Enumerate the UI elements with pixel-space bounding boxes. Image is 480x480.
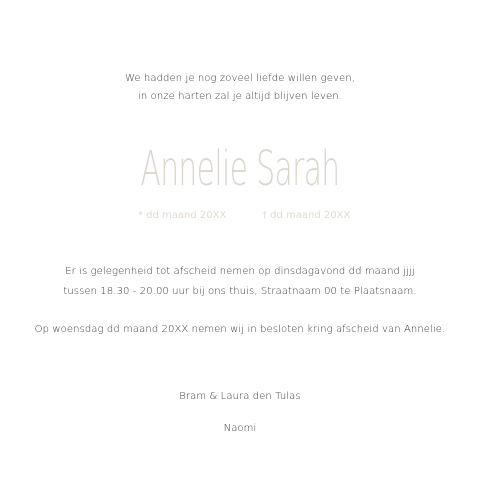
signatory-parents: Bram & Laura den Tulas: [179, 391, 301, 402]
poem-line-1: We hadden je nog zoveel liefde willen geven,: [125, 73, 355, 84]
signatory-sibling: Naomi: [223, 423, 257, 434]
funeral-announcement: Op woensdag dd maand 20XX nemen wij in besloten kring afscheid van Annelie.: [34, 324, 446, 335]
poem-line-2: in onze harten zal je altijd blijven leven.: [138, 91, 342, 102]
deceased-name: Annelie Sarah: [140, 141, 340, 197]
farewell-line-1: Er is gelegenheid tot afscheid nemen op dinsdagavond dd maand jjjj: [65, 266, 415, 277]
death-date: † dd maand 20XX: [262, 210, 351, 221]
farewell-line-2: tussen 18.30 - 20.00 uur bij ons thuis, Straatnaam 00 te Plaatsnaam.: [63, 286, 417, 297]
birth-date: * dd maand 20XX: [138, 210, 227, 221]
